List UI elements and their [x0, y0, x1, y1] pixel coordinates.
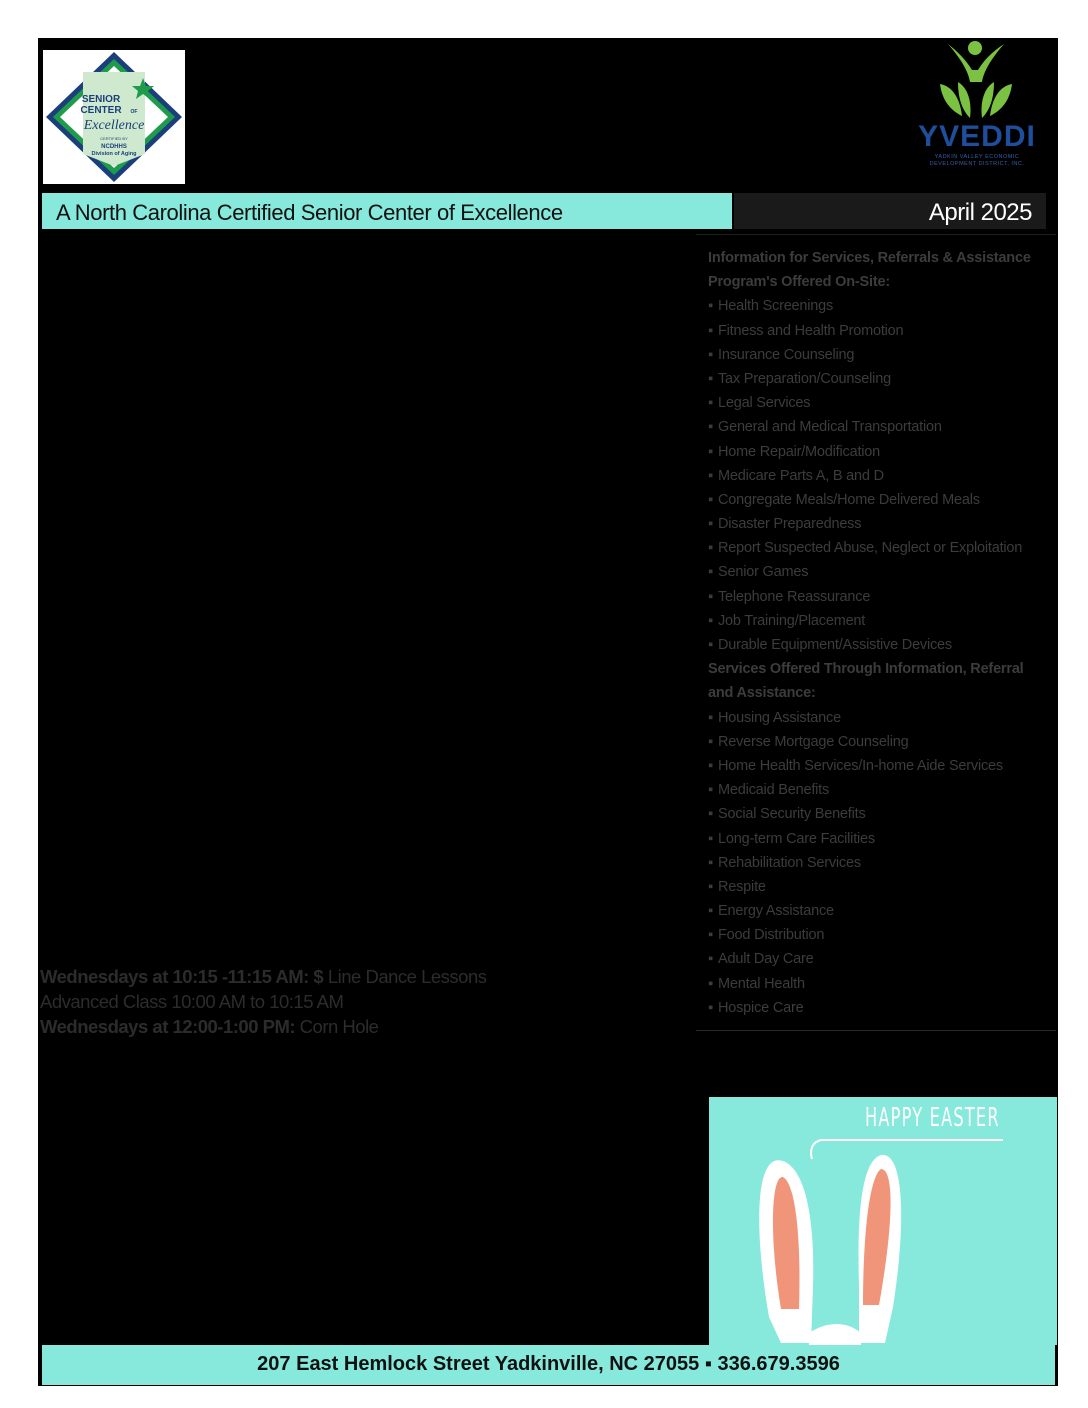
services-item-text: Home Repair/Modification: [718, 443, 881, 460]
happy-easter-title: HAPPY EASTER: [865, 1103, 1000, 1133]
services-item-text: Long-term Care Facilities: [718, 830, 875, 847]
bullet-icon: ▪: [708, 395, 713, 412]
services-item-text: Information for Services, Referrals & Assistance: [708, 250, 1031, 266]
services-heading: [708, 681, 1053, 705]
services-list-item: [708, 996, 1053, 1020]
services-item-text: General and Medical Transportation: [718, 419, 942, 436]
services-item-text: Services Offered Through Information, Referral: [708, 661, 1024, 678]
services-list-item: [708, 706, 1053, 730]
services-item-text: Program's Offered On-Site:: [708, 274, 890, 291]
logo-line1: SENIOR: [81, 94, 121, 105]
services-item-text: Legal Services: [718, 395, 811, 412]
services-item-text: and Assistance:: [708, 685, 816, 702]
bunny-ears-icon: [709, 1097, 1057, 1345]
yveddi-sub-line2: DEVELOPMENT DISTRICT, INC.: [929, 161, 1025, 167]
services-list-item: [708, 972, 1053, 996]
bullet-icon: ▪: [708, 346, 713, 363]
services-list-item: [708, 512, 1053, 536]
bullet-icon: ▪: [708, 999, 713, 1016]
bullet-icon: ▪: [708, 419, 713, 436]
activity-line-dance-time: Wednesdays at 10:15 -11:15 AM: $: [40, 966, 324, 987]
services-item-text: Medicaid Benefits: [718, 782, 830, 799]
activity-line-dance: [40, 964, 640, 989]
bullet-icon: ▪: [708, 322, 713, 339]
services-list-item: [708, 343, 1053, 367]
services-list-item: [708, 851, 1053, 875]
bullet-icon: ▪: [708, 491, 713, 508]
logo-org1: NCDHHS: [101, 144, 127, 150]
services-list-item: [708, 415, 1053, 439]
services-heading: [708, 270, 1053, 294]
services-item-text: Tax Preparation/Counseling: [718, 370, 891, 387]
services-list-item: [708, 585, 1053, 609]
services-item-text: Medicare Parts A, B and D: [718, 467, 884, 484]
services-item-text: Reverse Mortgage Counseling: [718, 733, 909, 750]
services-list-item: [708, 754, 1053, 778]
activity-advanced-class: Advanced Class 10:00 AM to 10:15 AM: [40, 991, 344, 1012]
services-item-text: Food Distribution: [718, 927, 825, 944]
footer-address: 207 East Hemlock Street Yadkinville, NC 27055 ▪ 336.679.3596: [257, 1353, 840, 1375]
bullet-icon: ▪: [708, 564, 713, 581]
bullet-icon: ▪: [708, 467, 713, 484]
bullet-icon: ▪: [708, 951, 713, 968]
services-list-item: [708, 294, 1053, 318]
yveddi-subtitle: [916, 154, 1038, 168]
services-list-item: [708, 778, 1053, 802]
senior-center-excellence-logo: [43, 50, 185, 184]
services-list-item: [708, 440, 1053, 464]
bullet-icon: ▪: [708, 927, 713, 944]
services-list-item: [708, 633, 1053, 657]
services-item-text: Disaster Preparedness: [718, 516, 862, 533]
services-item-text: Respite: [718, 878, 766, 895]
services-item-text: Health Screenings: [718, 298, 834, 315]
yveddi-sub-line1: YADKIN VALLEY ECONOMIC: [934, 154, 1020, 160]
logo-org2: Division of Aging: [91, 151, 137, 157]
services-list-item: [708, 899, 1053, 923]
services-list-item: [708, 536, 1053, 560]
footer-address-bar: [42, 1345, 1055, 1385]
yveddi-name: YVEDDI: [918, 120, 1036, 153]
services-item-text: Durable Equipment/Assistive Devices: [718, 637, 952, 653]
services-heading: [708, 246, 1053, 270]
services-item-text: Insurance Counseling: [718, 346, 855, 363]
bullet-icon: ▪: [708, 830, 713, 847]
services-list-item: [708, 319, 1053, 343]
services-list-item: [708, 875, 1053, 899]
services-list-item: [708, 802, 1053, 826]
services-list-item: [708, 923, 1053, 947]
logo-certified: CERTIFIED BY: [100, 136, 128, 141]
services-list-item: [708, 464, 1053, 488]
activity-corn-hole-time: Wednesdays at 12:00-1:00 PM:: [40, 1016, 296, 1037]
services-item-text: Hospice Care: [718, 999, 804, 1016]
services-info-column: [696, 234, 1056, 1031]
services-list: [708, 246, 1053, 1020]
bullet-icon: ▪: [708, 878, 713, 895]
bullet-icon: ▪: [708, 612, 713, 629]
services-list-item: [708, 730, 1053, 754]
bullet-icon: ▪: [708, 757, 713, 774]
services-item-text: Fitness and Health Promotion: [718, 322, 904, 339]
services-list-item: [708, 391, 1053, 415]
services-item-text: Adult Day Care: [718, 951, 814, 968]
bullet-icon: ▪: [708, 370, 713, 387]
bullet-icon: ▪: [708, 782, 713, 799]
bullet-icon: ▪: [708, 637, 713, 653]
services-item-text: Report Suspected Abuse, Neglect or Exploitation: [718, 540, 1023, 557]
tagline-banner: [42, 193, 732, 229]
services-item-text: Energy Assistance: [718, 903, 834, 920]
services-list-item: [708, 560, 1053, 584]
bullet-icon: ▪: [708, 540, 713, 557]
activities-section: [40, 964, 640, 1039]
services-item-text: Congregate Meals/Home Delivered Meals: [718, 491, 980, 508]
logo-line2-suffix: OF: [130, 109, 138, 115]
logo-line3: Excellence: [83, 118, 145, 133]
tagline-text: A North Carolina Certified Senior Center of Excellence: [56, 200, 563, 225]
services-list-item: [708, 609, 1053, 633]
services-list-item: [708, 367, 1053, 391]
services-heading: [708, 657, 1053, 681]
bullet-icon: ▪: [708, 854, 713, 871]
bullet-icon: ▪: [708, 975, 713, 992]
bullet-icon: ▪: [708, 516, 713, 533]
bullet-icon: ▪: [708, 588, 713, 605]
bullet-icon: ▪: [708, 443, 713, 460]
services-item-text: Social Security Benefits: [718, 806, 866, 823]
services-list-item: [708, 947, 1053, 971]
services-item-text: Rehabilitation Services: [718, 854, 861, 871]
bullet-icon: ▪: [708, 733, 713, 750]
yveddi-figure-icon: [912, 38, 1042, 120]
happy-easter-panel: [709, 1097, 1057, 1345]
yveddi-logo: [912, 38, 1042, 178]
activity-corn-hole: [40, 1014, 640, 1039]
services-item-text: Mental Health: [718, 975, 805, 992]
services-item-text: Home Health Services/In-home Aide Services: [718, 757, 1003, 774]
services-item-text: Senior Games: [718, 564, 809, 581]
services-item-text: Job Training/Placement: [718, 612, 866, 629]
issue-date: April 2025: [928, 199, 1032, 226]
bullet-icon: ▪: [708, 806, 713, 823]
logo-line2: CENTER: [80, 105, 122, 116]
issue-date-box: [734, 193, 1046, 229]
services-list-item: [708, 827, 1053, 851]
bullet-icon: ▪: [708, 903, 713, 920]
activity-corn-hole-name: Corn Hole: [295, 1016, 379, 1037]
bullet-icon: ▪: [708, 709, 713, 726]
services-item-text: Telephone Reassurance: [718, 588, 871, 605]
services-item-text: Housing Assistance: [718, 709, 841, 726]
services-list-item: [708, 488, 1053, 512]
activity-line-dance-name: Line Dance Lessons: [323, 966, 487, 987]
bullet-icon: ▪: [708, 298, 713, 315]
